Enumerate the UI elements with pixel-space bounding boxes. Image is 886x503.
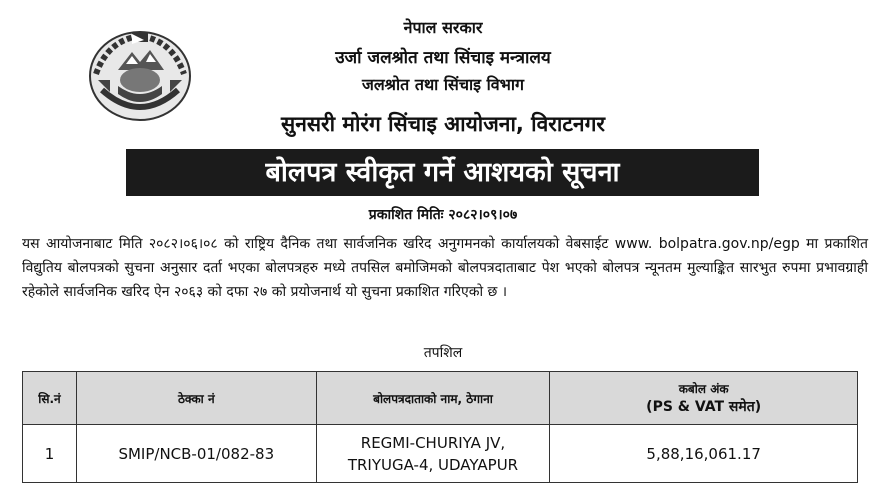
ministry-name: उर्जा जलश्रोत तथा सिंचाइ मन्त्रालय — [335, 48, 551, 68]
cell-contract-no: SMIP/NCB-01/082-83 — [76, 425, 316, 483]
bidder-address: TRIYUGA-4, UDAYAPUR — [347, 455, 519, 474]
published-date: प्रकाशित मितिः २०८२।०९।०७ — [368, 207, 518, 223]
notice-body: यस आयोजनाबाट मिति २०८२।०६।०८ को राष्ट्रिय दैनिक तथा सार्वजनिक खरिद अनुगमनको कार्यालयको वेबसाईट www. bolpatra.gov.np/egp मा प्रकाशित विद्युतिय बोलपत्रको सुचना अनुसार दर्ता भएका बोलपत्रहरु मध्ये तपसिल बमोजिमको बोलपत्रदाताबाट पेश भएको बोलपत्र न्यूनतम मुल्याङ्कित सारभुत रुपमा प्रभावग्राही रहेकोले सार्वजनिक खरिद ऐन २०६३ को दफा २७ को प्रयोजनार्थ यो सुचना प्रकाशित गरिएको छ । — [22, 236, 868, 300]
table-row — [23, 425, 858, 483]
header-contract-no: ठेक्का नं — [76, 372, 316, 425]
department-name: जलश्रोत तथा सिंचाइ विभाग — [361, 75, 525, 94]
header-sn: सि.नं — [23, 372, 77, 425]
contract-table — [22, 371, 858, 483]
cell-amount: 5,88,16,061.17 — [550, 425, 858, 483]
table-caption: तपशिल — [423, 345, 463, 361]
bidder-name: REGMI-CHURIYA JV, — [360, 433, 506, 452]
header-amount-line2: (PS & VAT समेत) — [646, 399, 762, 415]
table-header-row — [23, 372, 858, 425]
project-name: सुनसरी मोरंग सिंचाइ आयोजना, विराटनगर — [281, 112, 605, 136]
header-amount — [550, 372, 858, 425]
cell-sn: 1 — [23, 425, 77, 483]
gov-name: नेपाल सरकार — [403, 18, 483, 37]
cell-bidder — [316, 425, 550, 483]
header-amount-line1: कबोल अंक — [678, 382, 729, 396]
header-bidder: बोलपत्रदाताको नाम, ठेगाना — [316, 372, 550, 425]
notice-title: बोलपत्र स्वीकृत गर्ने आशयको सूचना — [126, 149, 759, 196]
